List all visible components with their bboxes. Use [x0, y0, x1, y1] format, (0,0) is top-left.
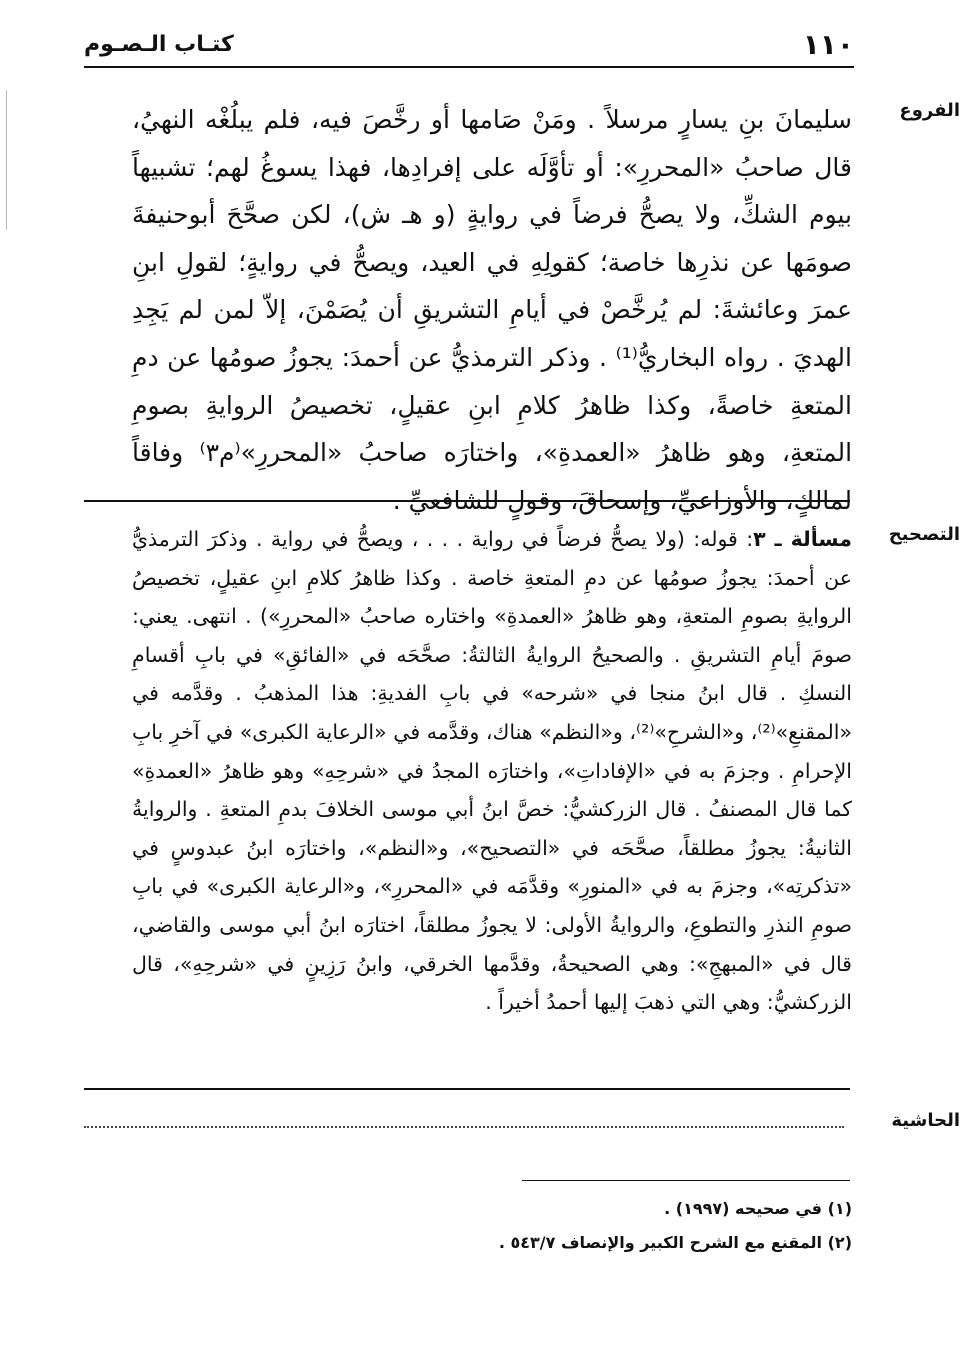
scan-edge-line	[6, 90, 7, 230]
masala-label: مسألة ـ ٣	[753, 527, 852, 551]
book-title: كتـاب الـصـوم	[84, 32, 234, 57]
section-divider	[84, 1088, 850, 1090]
footnote-2: (٢) المقنع مع الشرح الكبير والإنصاف ٥٤٣/٧ .	[498, 1233, 852, 1252]
footnote-rule	[522, 1180, 850, 1181]
section-label-furu: الفروع	[899, 100, 960, 121]
hashiya-dotted-line	[84, 1126, 844, 1128]
footnote-1: (١) في صحيحه (١٩٩٧) .	[664, 1199, 852, 1218]
footnotes	[132, 1192, 852, 1260]
header-rule	[84, 66, 854, 68]
section-label-hashiya: الحاشية	[891, 1110, 960, 1131]
page-header	[84, 28, 854, 62]
tashih-text	[132, 520, 852, 1022]
furu-text: سليمانَ بنِ يسارٍ مرسلاً . ومَنْ صَامها أو رخَّصَ فيه، فلم يبلُغْه النهيُ، قال صاحبُ «المحررِ»: أو تأوَّلَه على إفرادِها، فهذا يسوغُ لهم؛ تشبيهاً بيوم الشكِّ، ولا يصحُّ فرضاً في روايةٍ (و هـ ش)، لكن صحَّحَ أبوحنيفةَ صومَها عن نذرِها خاصة؛ كقولِهِ في العيد، ويصحُّ في روايةٍ؛ لقولِ ابنِ عمرَ وعائشةَ: لم يُرخَّصْ في أيامِ التشريقِ أن يُصَمْنَ، إلاّ لمن لم يَجِدِ الهديَ . رواه البخاريُّ⁽¹⁾ . وذكر الترمذيُّ عن أحمدَ: يجوزُ صومُها عن دمِ المتعةِ خاصةً، وكذا ظاهرُ كلامِ ابنِ عقيلٍ، تخصيصُ الروايةِ بصومِ المتعةِ، وهو ظاهرُ «العمدةِ»، واختارَه صاحبُ «المحررِ»⁽م٣⁾ وفاقاً لمالكٍ، والأوزاعيِّ، وإسحاقَ، وقولٍ للشافعيِّ .	[132, 105, 853, 515]
tashih-body: : قوله: (ولا يصحُّ فرضاً في رواية . . . ، ويصحُّ في رواية . وذكرَ الترمذيُّ عن أحمدَ: يجوزُ صومُها عن دمِ المتعةِ خاصة . وكذا ظاهرُ كلامِ ابنِ عقيلٍ، تخصيصُ الروايةِ بصومِ المتعةِ، وهو ظاهرُ «العمدةِ» واختاره صاحبُ «المحررِ») . انتهى. يعني: صومَ أيامِ التشريقِ . والصحيحُ الروايةُ الثالثةُ: صحَّحَه في «الفائقِ» في بابِ أقسامِ النسكِ . قال ابنُ منجا في «شرحه» في بابِ الفديةِ: هذا المذهبُ . وقدَّمه في «المقنعِ»⁽²⁾، و«الشرحِ»⁽²⁾، و«النظم» هناك، وقدَّمه في «الرعاية الكبرى» في آخرِ بابِ الإحرامِ . وجزمَ به في «الإفاداتِ»، واختارَه المجدُ في «شرحِهِ» وهو ظاهرُ «العمدةِ» كما قال المصنفُ . قال الزركشيُّ: خصَّ ابنُ أبي موسى الخلافَ بدمِ المتعةِ . والروايةُ الثانيةُ: يجوزُ مطلقاً، صحَّحَه في «التصحيح»، و«النظم»، واختارَه ابنُ عبدوسٍ في «تذكرتِه»، وجزمَ به في «المنورِ» وقدَّمَه في «المحررِ»، و«الرعاية الكبرى» في بابِ صومِ النذرِ والتطوعِ، والروايةُ الأولى: لا يجوزُ مطلقاً، اختارَه ابنُ أبي موسى والقاضي، قال في «المبهجِ»: وهي الصحيحةُ، وقدَّمها الخرقي، وابنُ رَزِينٍ في «شرحِهِ»، قال الزركشيُّ: وهي التي ذهبَ إليها أحمدُ أخيراً .	[132, 527, 852, 1015]
section-divider	[84, 500, 850, 502]
page-number: ١١٠	[802, 28, 854, 61]
section-label-tashih: التصحيح	[888, 524, 960, 545]
